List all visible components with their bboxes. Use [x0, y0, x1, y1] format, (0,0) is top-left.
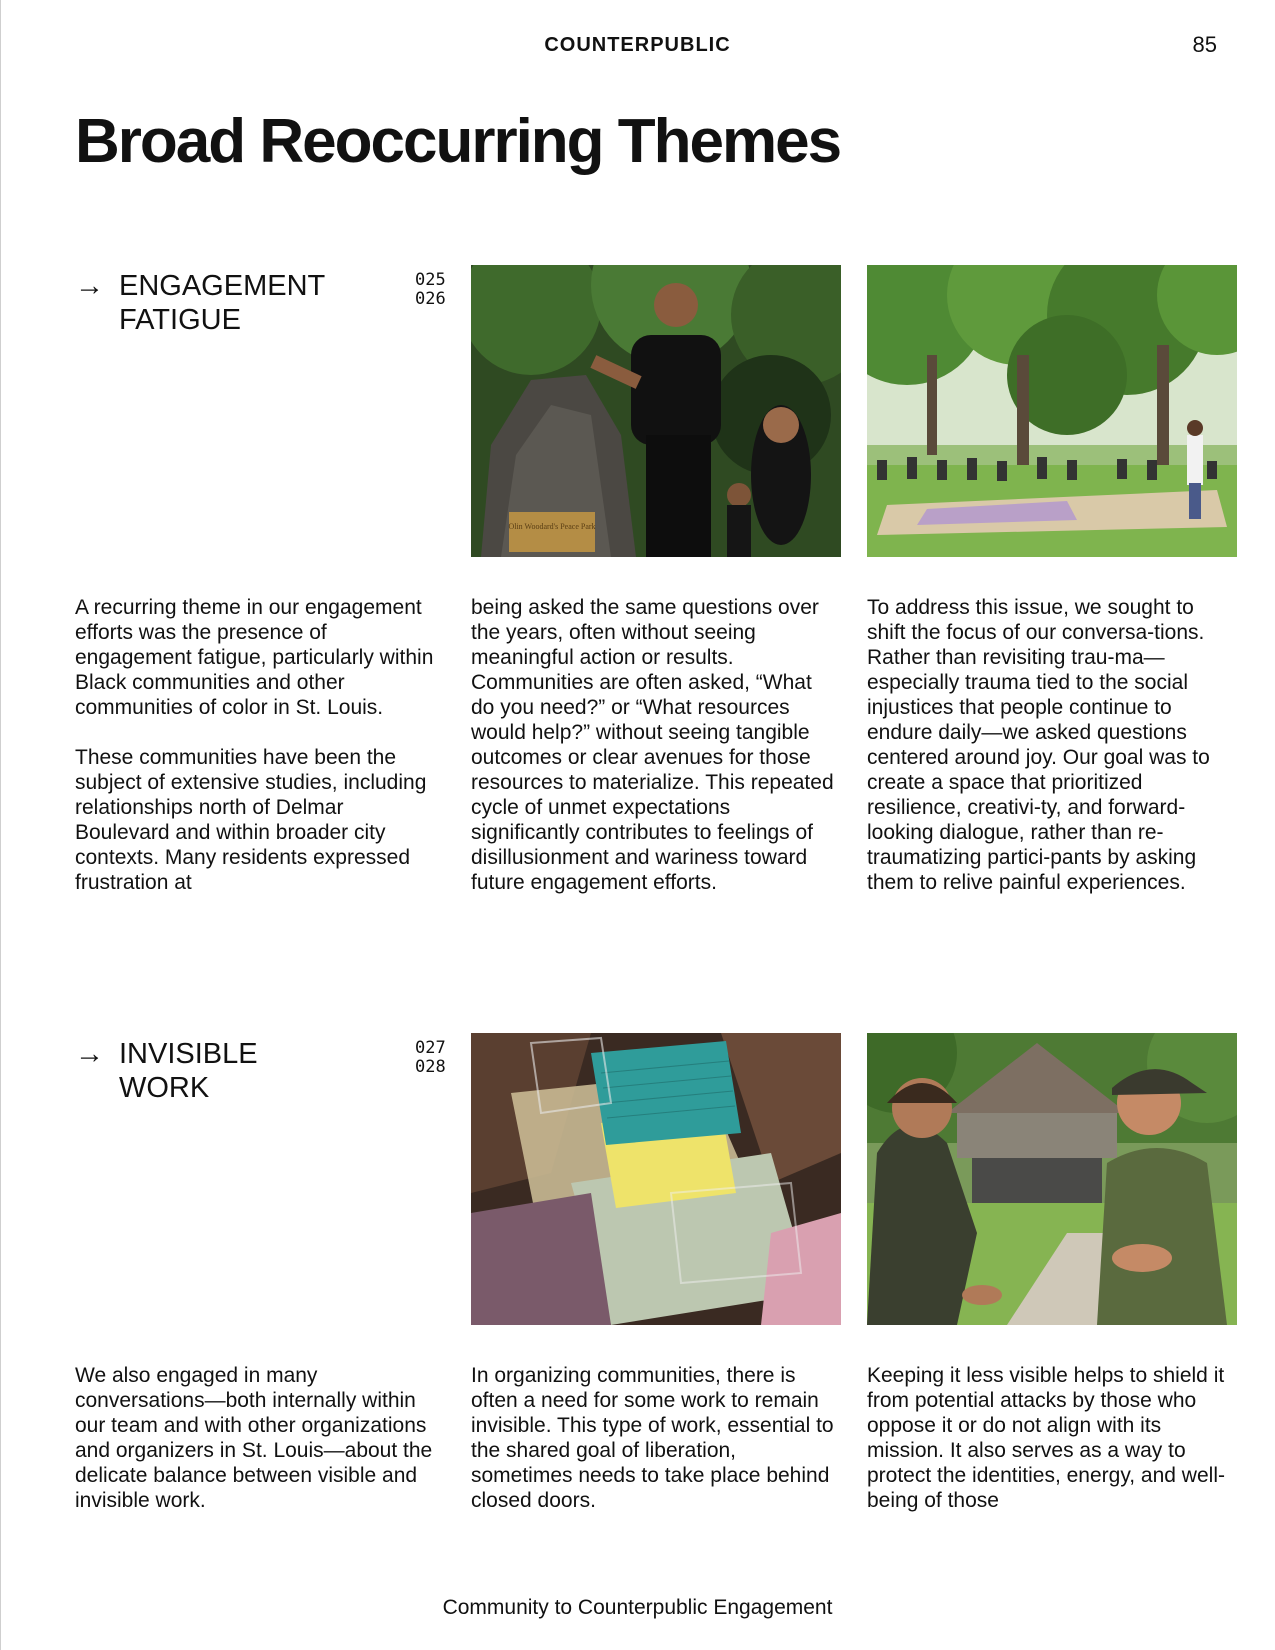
arrow-right-icon: →: [75, 270, 104, 302]
ref-number: 028: [415, 1056, 446, 1077]
heading-line: WORK: [119, 1072, 210, 1105]
paragraph: Keeping it less visible helps to shield it from potential attacks by those who oppose it or do not align with its mission. It also serves as a way to protect the identities, energy, and well-being of those: [867, 1364, 1225, 1512]
page-footer: Community to Counterpublic Engagement: [442, 1596, 833, 1619]
paragraph: In organizing communities, there is often a need for some work to remain invisible. This type of work, essential to the shared goal of liberation, sometimes needs to take place behind closed doors.: [471, 1364, 834, 1512]
arrow-right-icon: →: [75, 1038, 104, 1070]
heading-line: ENGAGEMENT: [119, 270, 326, 302]
paragraph: To address this issue, we sought to shift the focus of our conversa-tions. Rather than revisiting trau-ma—especially trauma tied to the social injustices that people continue to endure daily—we asked questions centered around joy. Our goal was to create a space that prioritized resilience, creativi-ty, and forward-looking dialogue, rather than re-traumatizing partici-pants by asking them to relive painful experiences.: [867, 596, 1210, 894]
paragraph: We also engaged in many conversations—both internally within our team and with other organizations and organizers in St. Louis—about the delicate balance between visible and invisible work.: [75, 1364, 433, 1512]
photo-outdoor-circle-gathering: [867, 265, 1237, 557]
text-column-3: [867, 595, 1231, 920]
image-refs: [415, 1039, 465, 1076]
photo-two-people-in-park: [867, 1033, 1237, 1325]
paragraph: These communities have been the subject of extensive studies, including relationships north of Delmar Boulevard and within broader city contexts. Many residents expressed frustration at: [75, 746, 427, 894]
image-refs: [415, 271, 465, 308]
section-heading: [75, 269, 375, 337]
heading-line: FATIGUE: [119, 304, 241, 337]
text-column-2: [471, 1363, 835, 1538]
text-column-3: [867, 1363, 1231, 1538]
text-column-1: [75, 1363, 439, 1538]
ref-number: 025: [415, 270, 446, 290]
page-number: 85: [1192, 32, 1217, 57]
plaque-text: Olin Woodard's Peace Park: [508, 522, 596, 531]
page-title: Broad Reoccurring Themes: [75, 107, 841, 176]
text-column-1: [75, 595, 439, 920]
paragraph: being asked the same questions over the years, often without seeing meaningful action or results. Communities are often asked, “What do you need?” or “What resources would help?” without seeing tangible outcomes or clear avenues for those resources to materialize. This repeated cycle of unmet expectations significantly contributes to feelings of disillusionment and wariness toward future engagement efforts.: [471, 596, 834, 894]
photo-sticky-notes-in-acrylic-box: [471, 1033, 841, 1325]
section-heading: [75, 1037, 375, 1105]
ref-number: 027: [415, 1038, 446, 1058]
page-edge: [0, 0, 1, 1650]
paragraph: A recurring theme in our engagement efforts was the presence of engagement fatigue, particularly within Black communities and other communities of color in St. Louis.: [75, 596, 434, 719]
counterpublic-logo: COUNTERPUBLIC: [544, 34, 731, 56]
photo-speaker-at-peace-park: [471, 265, 841, 557]
heading-line: INVISIBLE: [119, 1038, 258, 1070]
ref-number: 026: [415, 288, 446, 309]
text-column-2: [471, 595, 835, 920]
